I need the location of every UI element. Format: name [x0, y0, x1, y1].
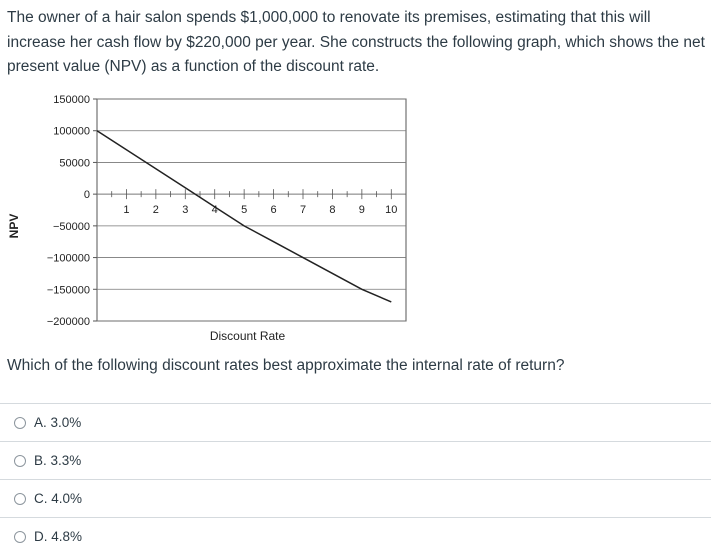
x-tick-label: 9 — [358, 204, 365, 217]
answer-option-a[interactable] — [0, 403, 711, 441]
y-tick-label: 50000 — [59, 157, 90, 170]
y-tick-label: 100000 — [53, 125, 90, 138]
y-tick-label: −50000 — [52, 220, 90, 233]
npv-series-line — [97, 131, 391, 302]
y-tick-label: −200000 — [46, 316, 90, 328]
answer-option-b[interactable] — [0, 441, 711, 479]
y-tick-label: 150000 — [53, 94, 90, 106]
y-tick-label: −100000 — [46, 252, 90, 265]
x-tick-label: 10 — [385, 204, 398, 217]
radio-button-icon[interactable] — [14, 531, 26, 543]
radio-button-icon[interactable] — [14, 455, 26, 467]
answer-list — [0, 403, 711, 555]
x-tick-label: 1 — [123, 204, 130, 217]
y-tick-label: 0 — [83, 189, 90, 202]
radio-button-icon[interactable] — [14, 417, 26, 429]
npv-chart — [0, 88, 430, 350]
answer-label: C. 4.0% — [34, 491, 83, 506]
x-axis-label: Discount Rate — [209, 329, 286, 343]
x-tick-label: 4 — [211, 204, 218, 217]
y-axis-label: NPV — [7, 213, 21, 239]
y-tick-label: −150000 — [46, 284, 90, 297]
x-tick-label: 3 — [182, 204, 189, 217]
x-tick-label: 2 — [152, 204, 159, 217]
x-tick-label: 6 — [270, 204, 277, 217]
answer-option-d[interactable] — [0, 517, 711, 555]
answer-option-c[interactable] — [0, 479, 711, 517]
answer-label: B. 3.3% — [34, 453, 82, 468]
radio-button-icon[interactable] — [14, 493, 26, 505]
answer-label: A. 3.0% — [34, 415, 82, 430]
x-tick-label: 8 — [329, 204, 336, 217]
question-prompt: Which of the following discount rates best approximate the internal rate of return? — [7, 357, 565, 374]
answer-label: D. 4.8% — [34, 529, 83, 544]
x-tick-label: 5 — [241, 204, 248, 217]
x-tick-label: 7 — [299, 204, 307, 217]
question-text: The owner of a hair salon spends $1,000,000 to renovate its premises, estimating that this will increase her cash flow by $220,000 per year. She constructs the following graph, which shows the net present value (NPV) as a function of the discount rate. — [7, 9, 705, 75]
